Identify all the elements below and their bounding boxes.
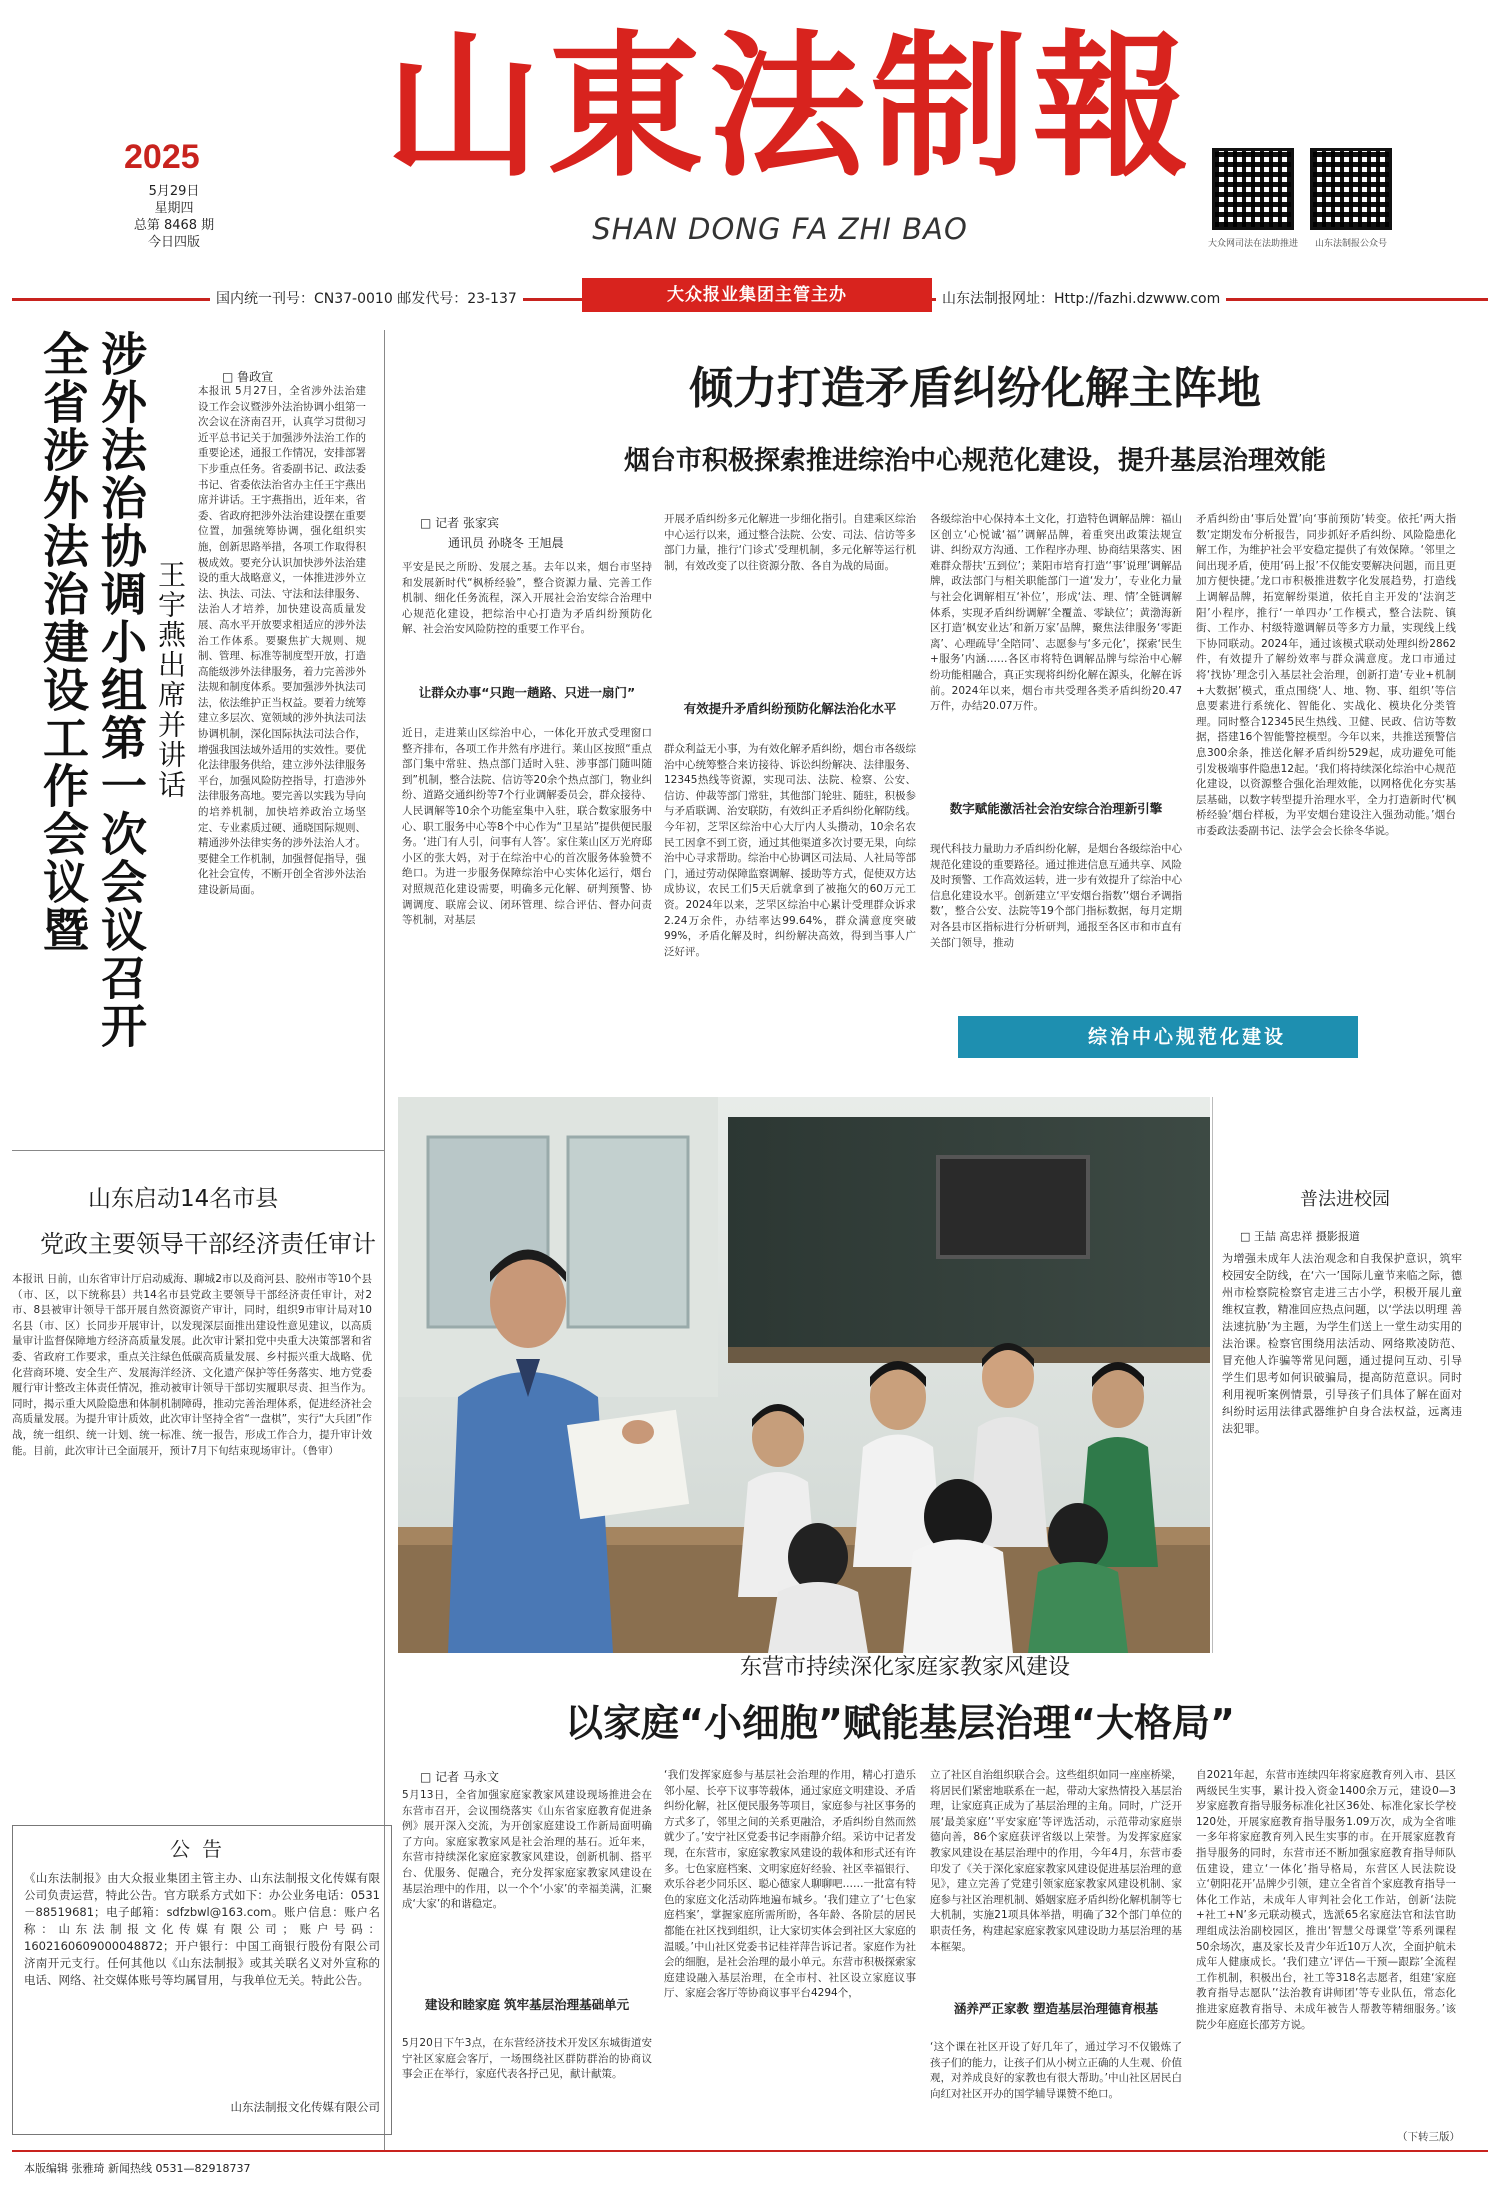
- main-col2-body: 开展矛盾纠纷多元化解进一步细化指引。自建乘区综治中心运行以来，通过整合法院、公安、司法、信访等多部门力量，推行‘门诊式’受理机制，多元化解等运行机制，有效改变了以往资源分散、各自为战的局面。: [664, 513, 916, 572]
- main-col3-body-2: 现代科技力量助力矛盾纠纷化解，是烟台各级综治中心规范化建设的重要路径。通过推进信息互通共享、风险及时预警、工作高效运转，进一步有效提升了综治中心信息化建设水平。创新建立‘平安烟台指数’‘烟台矛调指数’，整合公安、法院等19个部门指标数据，每月定期对各县市区指标进行分析研判，通报至各区市和市直有关部门领导，推动: [930, 843, 1182, 949]
- issue-date: 5月29日: [148, 184, 200, 199]
- masthead-title: 山東法制報: [385, 15, 1195, 198]
- main-col1-body-2: 近日，走进莱山区综治中心，一体化开放式受理窗口整齐排布，各项工作井然有序进行。莱山区按照“重点部门集中常驻、热点部门适时入驻、涉事部门随叫随到”机制，整合法院、信访等20余个热点部门，物业纠纷、道路交通纠纷等7个行业调解委员会，群众接待、人民调解等10余个功能室集中入驻，联合数家服务中心、职工服务中心等8个中心作为“卫星站”提供便民服务。‘进门有人引，问事有人答’。家住莱山区万光府邸小区的张大妈，对于在综治中心的首次服务体验赞不绝口。为进一步服务保障综治中心实体化运行，烟台对照规范化建设需要，明确多元化解、研判预警、协调调度、联席会议、闭环管理、综合评估、督办问责等机制，对基层: [402, 727, 652, 927]
- issue-number: 总第 8468 期: [133, 218, 215, 233]
- notice-body: 《山东法制报》由大众报业集团主管主办、山东法制报文化传媒有限公司负责运营，特此公告。官方联系方式如下：办公业务电话：0531－88519681；电子邮箱：sdfzbwl@163.com。账户信息：账户名称：山东法制报文化传媒有限公司；账户号码：1602160609000048872；开户银行：中国工商银行股份有限公司济南开元支行。任何其他以《山东法制报》或其关联名义对外宣称的电话、网络、社交媒体账号等均属冒用，与我单位无关。特此公告。: [24, 1871, 380, 1987]
- story2-title: 山东启动14名市县: [88, 1186, 279, 1212]
- story1-headline-a: 涉外法治协调小组第一次会议召开: [94, 330, 148, 1050]
- pufa-body: 为增强未成年人法治观念和自我保护意识，筑牢校园安全防线，在‘六一’国际儿童节来临之际，德州市检察院检察官走进三古小学，积极开展儿童维权宣教，精准回应热点问题，以‘学法以明理 善法速抗胁’为主题，为学生们送上一堂生动实用的法治课。检察官围绕用法活动、网络欺凌防范、冒充他人诈骗等常见问题，通过提问互动、引导学生们思考如何识破骗局，提高防范意识。同时利用视听案例情景，引导孩子们具体了解在面对纠纷时运用法律武器维护自身合法权益，远离违法犯罪。: [1222, 1252, 1462, 1435]
- main-col2-subhead: 有效提升矛盾纠纷预防化解法治化水平: [683, 701, 897, 716]
- qr-code-2[interactable]: [1310, 148, 1392, 230]
- qr-code-1-label: 大众网司法在法助推进: [1207, 239, 1298, 249]
- main-col3-body: 各级综治中心保持本土文化，打造特色调解品牌：福山区创立‘心悦诚‘福’’调解品牌，着重突出政策法规宣讲、纠纷双方沟通、工作程序办理、协商结果落实、困难群众帮扶‘五到位’；莱阳市培育打造‘‘事’说理’调解品牌，政法部门与相关职能部门一道‘发力’，专业化力量与社会化调解相互‘补位’，形成‘法、理、情’全链调解体系，实现矛盾纠纷调解‘全覆盖、零缺位’；黄渤海新区打造‘枫安业达’和新万家’品牌，聚焦法律服务‘零距离’、心理疏导‘全陪同’、志愿参与‘多元化’，探索‘民生+服务’内涵……各区市将特色调解品牌与综治中心解纷功能相融合，真正实现将纠纷化解在源头，化解在诉前。2024年以来，烟台市共受理各类矛盾纠纷20.47万件，办结20.07万件。: [930, 513, 1182, 713]
- main-col1-body: 平安是民之所盼、发展之基。去年以来，烟台市坚持和发展新时代“枫桥经验”，整合资源力量、完善工作机制、细化任务流程，深入开展社会治安综合治理中心规范化建设，把综治中心打造为矛盾纠纷预防化解、社会治安风险防控的重要工作平台。: [402, 561, 652, 636]
- dongying-col2-body: ‘我们发挥家庭参与基层社会治理的作用，精心打造乐邻小屋、长亭下议事等载体，通过家庭文明建设、矛盾纠纷化解，社区便民服务等项目，家庭参与社区事务的方式多了，邻里之间的关系更融洽，矛盾纠纷自然而然就少了。’安宁社区党委书记李雨静介绍。采访中记者发现，在东营市，家庭家教家风建设的载体和形式还有许多。七色家庭档案、文明家庭好经验、社区幸福银行、欢乐谷老少同乐区、聪心德家人聊聊吧……一批富有特色的家庭文化活动阵地遍布城乡。‘我们建立了‘七色家庭档案’，掌握家庭所需所盼，各年龄、各阶层的居民都能在社区找到组织，让大家切实体会到社区大家庭的温暖。’中山社区党委书记桂祥萍告诉记者。家庭作为社会的细胞，是社会治理的最小单元。东营市积极探索家庭建设融入基层治理，在全市村、社区设立家庭议事厅、家庭会客厅等协商议事平台4294个，: [664, 1769, 916, 2000]
- story1-byline: □ 鲁政宣: [222, 370, 274, 384]
- infobar-right[interactable]: 山东法制报网址：Http://fazhi.dzwww.com: [936, 288, 1226, 308]
- section-banner: 综治中心规范化建设: [958, 1016, 1358, 1058]
- dongying-col4-body: 自2021年起，东营市连续四年将家庭教育列入市、县区两级民生实事，累计投入资金1400余万元，建设0—3岁家庭教育指导服务标准化社区36处、标准化家长学校120处，开展家庭教育指导服务1.09万次，成为全省唯一多年将家庭教育列入民生实事的市。在开展家庭教育指导服务的同时，东营市还不断加强家庭教育指导师队伍建设，建立‘一体化’指导格局，东营区人民法院设立‘朝阳花开’品牌少引领，建立全省首个家庭教育指导一体化工作站，未成年人审判社会化工作站，创新‘法院+社工+N’多元联动模式，选派65名家庭法官和法官助理组成法治副校园区，推出‘智慧父母课堂’等系列课程50余场次，惠及家长及青少年近10万人次，全面护航未成年人健康成长。‘我们建立‘评估—干预—跟踪’全流程工作机制，积极出台，社工等318名志愿者，组建‘家庭教育指导志愿队’‘法治教育讲师团’等专业队伍，常态化推进家庭教育指导、未成年被告人帮教等精细服务。’该院少年庭庭长邵芳方说。: [1196, 1769, 1456, 2031]
- infobar-center: 大众报业集团主管主办: [582, 278, 932, 312]
- story1-bottom-rule: [12, 1150, 384, 1151]
- dongying-col3-body: 立了社区自治组织联合会。这些组织如同一座座桥梁，将居民们紧密地联系在一起，带动大家热情投入基层治理，让家庭真正成为了基层治理的主角。同时，广泛开展‘最美家庭’‘平安家庭’等评选活动，示范带动家庭崇德向善，86个家庭获评省级以上荣誉。为发挥家庭家教家风建设在基层治理中的作用，今年4月，东营市委印发了《关于深化家庭家教家风建设促进基层治理的意见》，建立完善了党建引领家庭家教家风建设机制、家庭参与社区治理机制、婚姻家庭矛盾纠纷化解机制等七大机制，实施21项具体举措，明确了32个部门单位的职责任务，构建起家庭家教家风建设助力基层治理的基本框架。: [930, 1769, 1182, 1953]
- main-col2-body-2: 群众利益无小事，为有效化解矛盾纠纷，烟台市各级综治中心统筹整合来访接待、诉讼纠纷解决、法律服务、12345热线等资源，实现司法、法院、检察、公安、信访、仲裁等部门常驻，其他部门轮驻、随驻，积极参与矛盾联调、治安联防，有效纠正矛盾纠纷化解防线。今年初，芝罘区综治中心大厅内人头攒动，10余名农民工因拿不到工资，通过其他渠道多次讨要无果，向综治中心寻求帮助。综治中心协调区司法局、人社局等部门，通过劳动保障监察调解、援助等方式，促使双方达成协议，农民工们5天后就拿到了被拖欠的60万元工资。2024年以来，芝罘区综治中心累计受理群众诉求2.24万余件，办结率达99.64%，群众满意度突破99%，矛盾化解及时，纠纷解决高效，得到当事人广泛好评。: [664, 743, 916, 958]
- issue-weekday: 星期四: [154, 201, 194, 216]
- main-col1-subhead: 让群众办事“只跑一趟路、只进一扇门”: [418, 685, 636, 700]
- story2-body: 本报讯 日前，山东省审计厅启动威海、聊城2市以及商河县、胶州市等10个县（市、区，以下统称县）共14名市县党政主要领导干部经济责任审计，对2市、8县被审计领导干部开展自然资源资产审计，同时，组织9市审计局对10名县（市、区）长同步开展审计，以发现深层面推出建设性意见建议，以高质量审计监督保障地方经济高质量发展。此次审计紧扣党中央重大决策部署和省委、省政府工作要求，重点关注绿色低碳高质量发展、乡村振兴重大战略、优化营商环境、安全生产、发展海洋经济、文化遗产保护等任务落实、地方党委履行审计整改主体责任情况，推动被审计领导干部切实履职尽责、担当作为。同时，揭示重大风险隐患和体制机制障碍，推动完善治理体系，促进经济社会高质量发展。为提升审计质效，此次审计坚持全省“一盘棋”，实行“大兵团”作战，统一组织、统一计划、统一标准、统一报告，形成工作合力，提升审计效能。目前，此次审计已全面展开，预计7月下旬结束现场审计。（鲁审）: [12, 1273, 372, 1457]
- dongying-col1-subhead: 建设和睦家庭 筑牢基层治理基础单元: [424, 1997, 630, 2012]
- dongying-subtitle: 东营市持续深化家庭家教家风建设: [739, 1655, 1070, 1680]
- dongying-col1-body-2: 5月20日下午3点，在东营经济技术开发区东城街道安宁社区家庭会客厅，一场围绕社区群防群治的协商议事会正在举行，家庭代表各抒己见，献计献策。: [402, 2037, 652, 2081]
- notice-title: 公告: [170, 1837, 234, 1861]
- notice-signature: 山东法制报文化传媒有限公司: [230, 2100, 380, 2114]
- photo-side-rule: [1212, 1097, 1213, 1653]
- main-col3-subhead: 数字赋能激活社会治安综合治理新引擎: [949, 801, 1163, 816]
- story2-subtitle: 党政主要领导干部经济责任审计: [40, 1230, 376, 1258]
- main-headline: 倾力打造矛盾纠纷化解主阵地: [689, 363, 1261, 414]
- pufa-byline: □ 王喆 高忠祥 摄影报道: [1240, 1230, 1360, 1243]
- dongying-col3-body-2: ‘这个课在社区开设了好几年了，通过学习不仅锻炼了孩子们的能力，让孩子们从小树立正确的人生观、价值观，对养成良好的家教也有很大帮助。’中山社区居民白向红对社区开办的国学辅导课赞不绝口。: [930, 2041, 1182, 2100]
- footer-editor: 本版编辑 张雅琦 新闻热线 0531—82918737: [24, 2162, 251, 2175]
- dongying-headline: 以家庭“小细胞”赋能基层治理“大格局”: [565, 1701, 1235, 1745]
- issue-year: 2025: [124, 138, 200, 176]
- story1-body: 本报讯 5月27日，全省涉外法治建设工作会议暨涉外法治协调小组第一次会议在济南召开，认真学习贯彻习近平总书记关于加强涉外法治工作的重要论述，通报工作情况，安排部署下步重点任务。省委副书记、政法委书记、省委依法治省办主任王宇燕出席并讲话。王宇燕指出，近年来，省委、省政府把涉外法治建设摆在重要位置，加强统筹协调，强化组织实施，创新思路举措，各项工作取得积极成效。要充分认识加快涉外法治建设的重大战略意义，一体推进涉外立法、执法、司法、守法和法律服务、法治人才培养，加快建设高质量发展、高水平开放要求相适应的涉外法治工作体系。要聚焦扩大规则、规制、管理、标准等制度型开放，打造高能级涉外法律服务，着力完善涉外法规和制度体系。要加强涉外执法司法，依法维护正当权益。要着力统筹建立多层次、宽领域的涉外执法司法协调机制，深化国际执法司法合作，增强我国法域外适用的实效性。要优化法律服务供给，建立涉外法律服务平台，加强风险防控指导，打造涉外法律服务高地。要完善以实践为导向的培养机制，加快培养政治立场坚定、专业素质过硬、通晓国际规则、精通涉外法律实务的涉外法治人才。要健全工作机制，加强督促指导，强化社会宣传，不断开创全省涉外法治建设新局面。: [198, 385, 366, 896]
- dongying-byline: □ 记者 马永文: [420, 1770, 499, 1784]
- dongying-col3-subhead: 涵养严正家教 塑造基层治理德育根基: [953, 2001, 1159, 2016]
- qr-code-1[interactable]: [1212, 148, 1294, 230]
- pufa-title: 普法进校园: [1300, 1189, 1390, 1210]
- issue-pages: 今日四版: [147, 235, 200, 250]
- classroom-photo: [398, 1097, 1210, 1653]
- story1-headline-c: 王宇燕出席并讲话: [154, 560, 187, 800]
- qr-code-2-label: 山东法制报公众号: [1314, 239, 1387, 249]
- main-byline-b: 通讯员 孙晓冬 王旭晨: [448, 536, 564, 550]
- dongying-continue: （下转三版）: [1397, 2131, 1460, 2143]
- main-col4-body: 矛盾纠纷由‘事后处置’向‘事前预防’转变。依托‘两大指数’定期发布分析报告，同步抓好矛盾纠纷、风险隐患化解工作，为维护社会平安稳定提供了有效保障。‘邻里之间出现矛盾，使用‘码上报’不仅能安要解决问题，而且更加方便快捷。’龙口市积极推进数字化发展趋势，打造线上调解品牌，拓宽解纷渠道，依托自主开发的‘法润芝阳’小程序，推行‘一单四办’工作模式，整合法院、镇街、工作办、村级特邀调解员等多方力量，实现线上线下协同联动。2024年，通过该模式联动处理纠纷2862件，有效提升了解纷效率与群众满意度。龙口市通过将‘找协’理念引入基层社会治理，创新打造‘专业+机制+大数据’模式，重点围绕‘人、地、物、事、组织’等信息要素进行系统化、智能化、实战化、模块化分类管理。同时整合12345民生热线、卫健、民政、信访等数据，搭建16个智能警控模型。今年以来，共推送预警信息300余条，推送化解矛盾纠纷529起，成功避免可能引发极端事件隐患12起。‘我们将持续深化综治中心规范化建设，以资源整合强化治理效能，以网格优化夯实基层基础，以数字转型提升治理水平，全力打造新时代‘枫桥经验’烟台样板，为平安烟台建设注入强劲动能。’烟台市委政法委副书记、法学会会长徐冬华说。: [1196, 513, 1456, 837]
- main-byline-a: □ 记者 张家宾: [420, 516, 499, 530]
- main-subheadline: 烟台市积极探索推进综治中心规范化建设，提升基层治理效能: [623, 446, 1326, 476]
- dongying-col1-body: 5月13日，全省加强家庭家教家风建设现场推进会在东营市召开，会议围绕落实《山东省家庭教育促进条例》展开深入交流，为开创家庭建设工作新局面明确了方向。家庭家教家风是社会治理的基石。近年来，东营市持续深化家庭家教家风建设，创新机制、搭平台、优服务、促融合，充分发挥家庭家教家风建设在基层治理中的作用，以一个个‘小家’的幸福美满，汇聚成‘大家’的和谐稳定。: [402, 1789, 652, 1911]
- story1-headline-b: 全省涉外法治建设工作会议暨: [36, 330, 90, 954]
- infobar-left: 国内统一刊号：CN37-0010 邮发代号：23-137: [210, 288, 523, 308]
- masthead-pinyin: SHAN DONG FA ZHI BAO: [592, 212, 968, 246]
